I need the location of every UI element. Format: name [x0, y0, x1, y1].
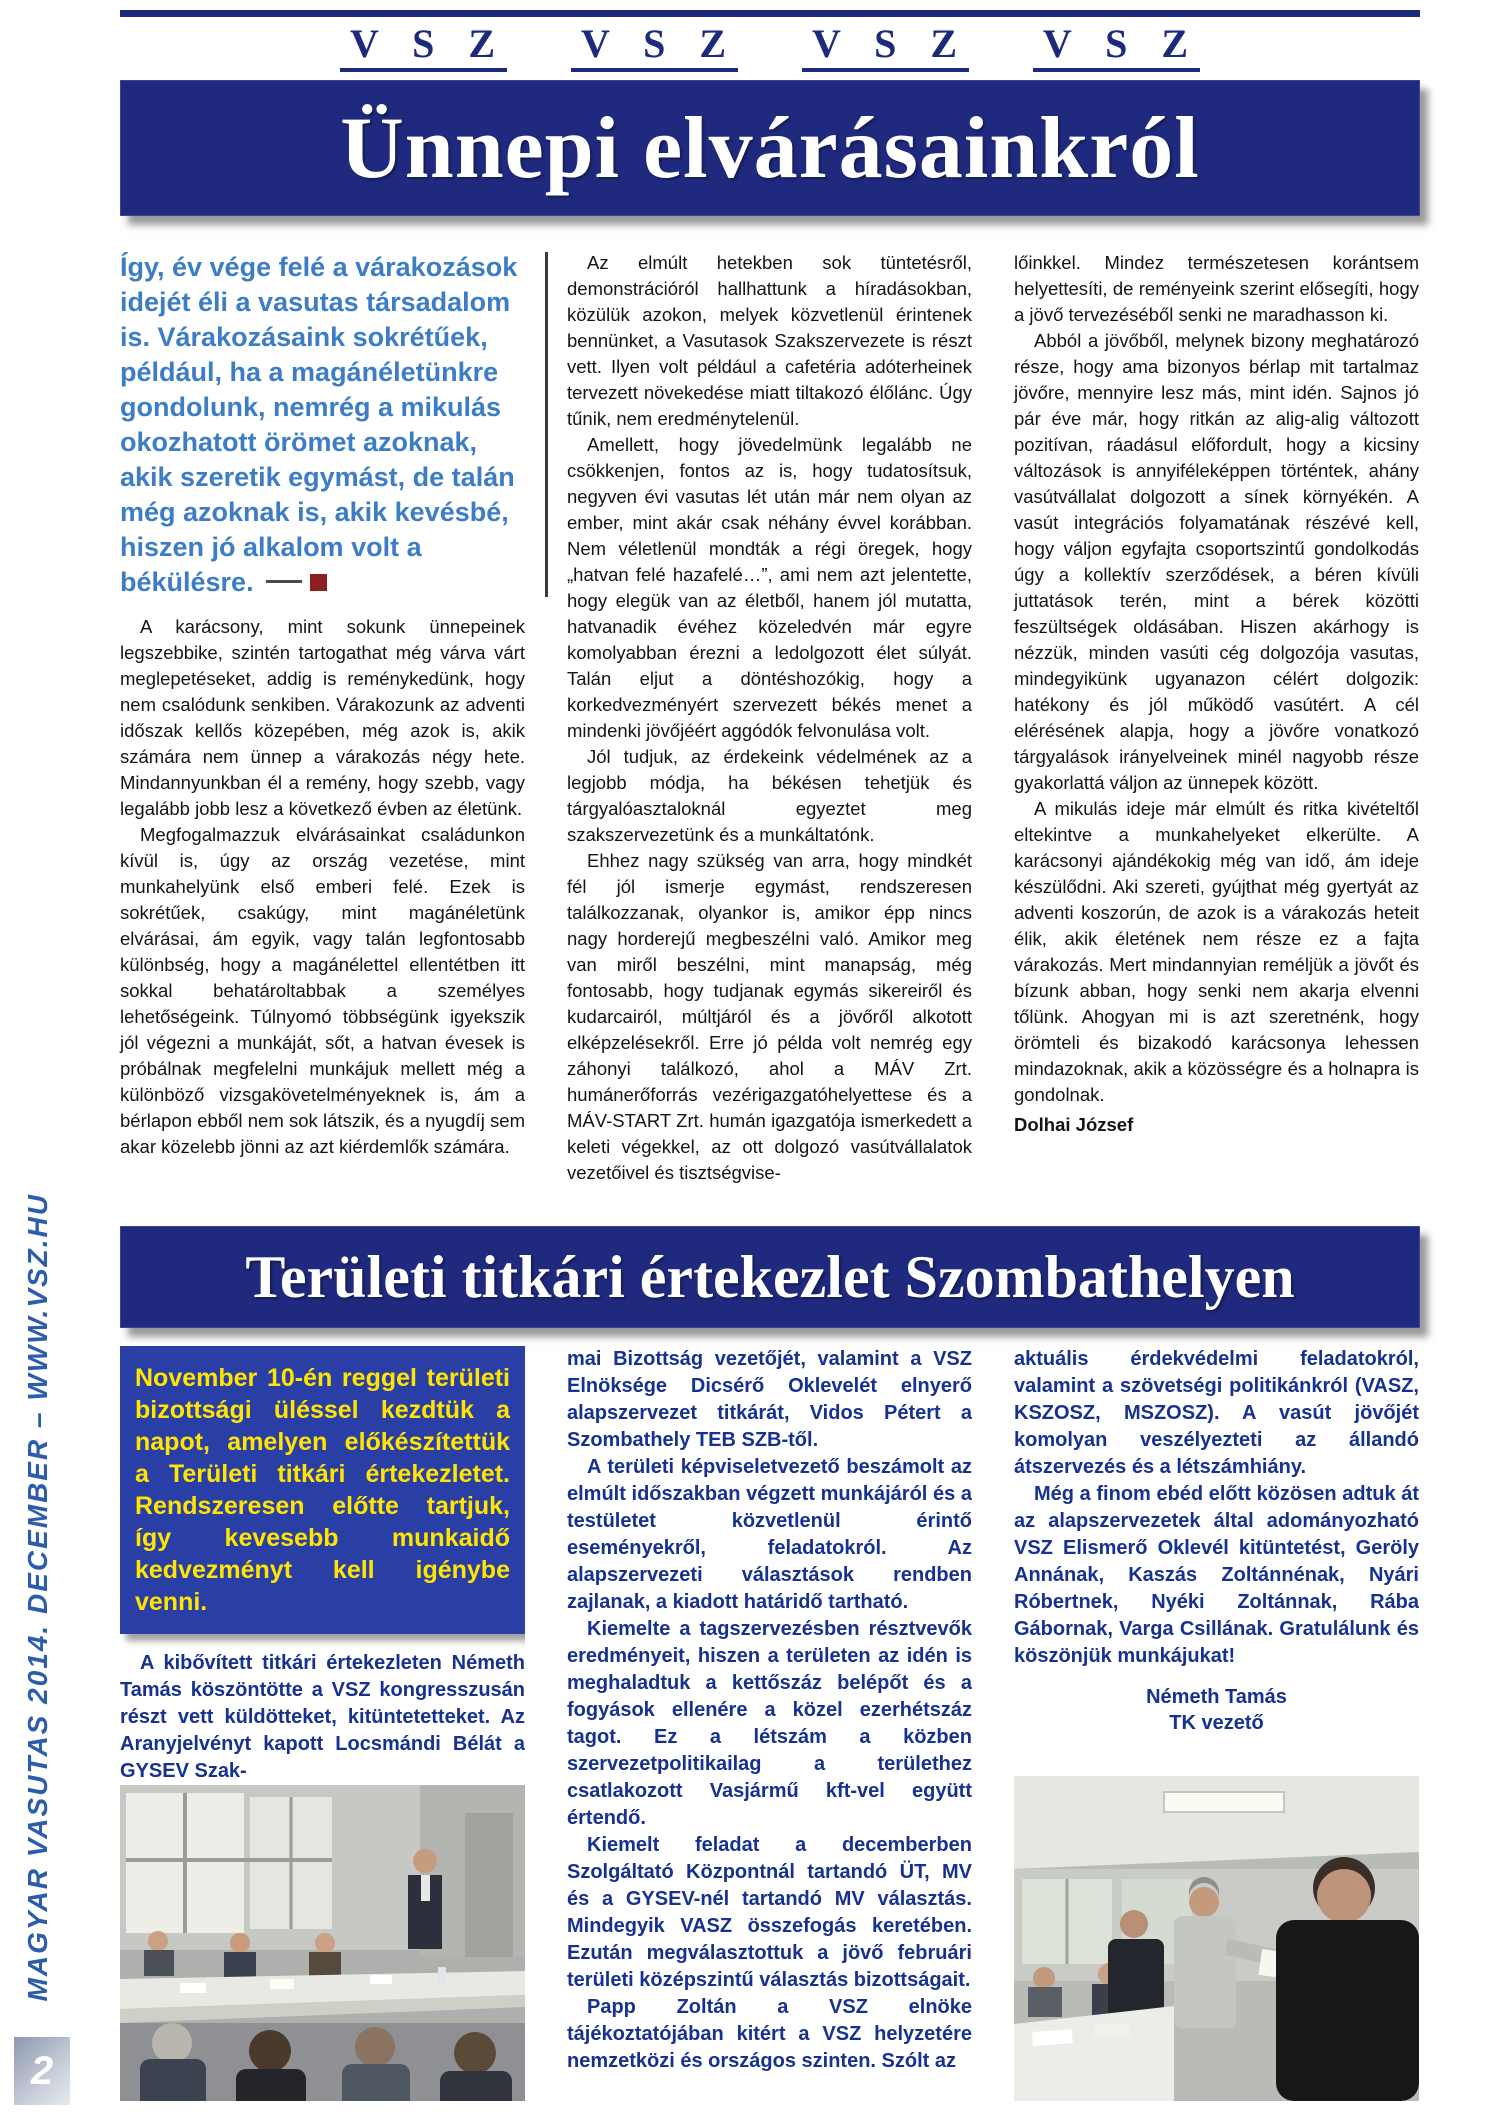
masthead-rule	[120, 10, 1420, 17]
article2-column-3	[1014, 1346, 1419, 2101]
article2-column-1	[120, 1346, 525, 2101]
paragraph: A karácsony, mint sokunk ünnepeinek legszebbike, szintén tartogathat még várva várt meglepetéseket, addig is reménykedünk, hogy nem csalódunk senkiben. Várakozunk az adventi időszak kellős közepében, még azok is, akik számára nem ünnep a várakozás négy hete. Mindannyunkban él a remény, hogy szebb, vagy legalább jobb lesz a következő évben az életünk.	[120, 616, 525, 819]
paragraph: A területi képviseletvezető beszámolt az elmúlt időszakban végzett munkájáról és a testületet közvetlenül érintő eseményekről, feladatokról. Az alapszervezeti választások rendben zajlanak, a kiadott határidő tartható.	[567, 1456, 972, 1613]
paragraph: Papp Zoltán a VSZ elnöke tájékoztatójában kitért a VSZ helyzetére nemzetközi és országos szinten. Szólt az	[567, 1996, 972, 2072]
article1-column-2	[567, 250, 972, 1186]
article2-lead-text: November 10-én reggel területi bizottsági üléssel kezdtük a napot, amelyen előkészítettük a Területi titkári értekezletet. Rendszeresen előtte tartjuk, így kevesebb munkaidő kedvezményt kell igénybe venni.	[135, 1364, 510, 1616]
masthead	[120, 0, 1420, 72]
photo-meeting-room-1	[120, 1785, 525, 2101]
article1	[120, 250, 1420, 1186]
intro-divider-rule	[545, 252, 548, 597]
page-content	[120, 0, 1420, 2101]
paragraph: Amellett, hogy jövedelmünk legalább ne csökkenjen, fontos az is, hogy tudatosítsuk, negyven évi vasutas lét után már nem olyan az ember, mint akár csak néhány évvel korábban. Nem véletlenül mondták a régi öregek, hogy „hatvan felé hazafelé…”, ami nem azt jelentette, hogy elegük van az életből, hanem jól mutatta, hatvanadik évéhez közeledvén már egyre komolyabban érezni a ledolgozott élet súlyát. Talán eljut a döntéshozókig, hogy a korkedvezményért szervezett békés menet a mindenki jövőjéért aggódók felvonulása volt.	[567, 434, 972, 741]
paragraph: Ehhez nagy szükség van arra, hogy mindkét fél jól ismerje egymást, rendszeresen találkozzanak, olyankor is, amikor épp nincs nagy horderejű megbeszélni való. Amikor meg van miről beszélni, mint manapság, még fontosabb, hogy tudjanak egymás sikereiről és kudarcairól, múltjáról és a jövőről alkotott elképzelésekről. Erre jó példa volt nemrég egy záhonyi találkozó, ahol a MÁV Zrt. humánerőforrás vezérigazgatóhelyettese és a MÁV-START Zrt. humán igazgatója ismerkedett a keleti végekkel, az ott dolgozó vasútvállalatok vezetőivel és tisztségvise-	[567, 850, 972, 1183]
vsz-logo: V S Z	[802, 21, 969, 72]
article2-title-banner	[120, 1226, 1420, 1328]
sidebar-magazine-title: MAGYAR VASUTAS 2014. DECEMBER – WWW.VSZ.HU	[22, 1192, 53, 2001]
article2-signature	[1014, 1684, 1419, 1736]
photo-meeting-room-2	[1014, 1776, 1419, 2101]
paragraph: Kiemelte a tagszervezésben résztvevők eredményeit, hiszen a területen az idén is meghaladtuk a kettőszáz belépőt és a fogyások ellenére a közel ezerhétszáz tagot. Ez a létszám a közben szervezetpolitikailag a területhez csatlakozott Vasjármű kft-vel együtt értendő.	[567, 1618, 972, 1829]
photo-meeting-room-1-image	[120, 1785, 525, 2101]
article1-intro-text: Így, év vége felé a várakozások idejét éli a vasutas társadalom is. Várakozásaink sokrétűek, például, ha a magánéletünkre gondolunk, nemrég a mikulás okozhatott örömet azoknak, akik szeretik egymást, de talán még azoknak is, akik kevésbé, hiszen jó alkalom volt a békülésre.	[120, 252, 518, 597]
article1-title-banner	[120, 80, 1420, 216]
article2-signature-title: TK vezető	[1169, 1712, 1264, 1734]
vsz-logo: V S Z	[571, 21, 738, 72]
article2-lead-box	[120, 1346, 525, 1634]
article1-column-3	[1014, 250, 1419, 1186]
vsz-logo: V S Z	[1033, 21, 1200, 72]
page-number-box	[14, 2037, 70, 2105]
article2	[120, 1346, 1420, 2101]
article2-column-2	[567, 1346, 972, 2101]
article2-signature-name: Németh Tamás	[1146, 1686, 1287, 1708]
paragraph: Jól tudjuk, az érdekeink védelmének az a legjobb módja, ha békésen tehetjük és tárgyalóasztaloknál egyeztet meg szakszervezetünk és a munkáltatónk.	[567, 746, 972, 845]
paragraph: aktuális érdekvédelmi feladatokról, valamint a szövetségi politikánkról (VASZ, KSZOSZ, MSZOSZ). A vasút jövőjét komolyan veszélyezteti az állandó átszervezés és a létszámhiány.	[1014, 1348, 1419, 1478]
paragraph: Kiemelt feladat a decemberben Szolgáltató Központnál tartandó ÜT, MV és a GYSEV-nél tartandó MV választás. Mindegyik VASZ összefogás keretében. Ezután megválasztottuk a jövő februári területi középszintű választás bizottságait.	[567, 1834, 972, 1991]
intro-dash	[266, 580, 302, 583]
paragraph: Megfogalmazzuk elvárásainkat családunkon kívül is, úgy az ország vezetése, mint munkahelyünk első emberi felé. Ezek is sokrétűek, csakúgy, mint magánéletünk elvárásai, ám egyik, vagy talán legfontosabb különbség, hogy a magánélettel ellentétben itt sokkal behatároltabbak a személyes lehetőségeink. Túlnyomó többségünk igyekszik jól végezni a munkáját, sőt, a hatvan évesek is próbálnak megfelelni munkájuk mellett még a különböző vizsgakövetelményeknek is, ám a bérlapon ebből nem sok látszik, és a nyugdíj sem akar közelebb jönni az azt kiérdemlők számára.	[120, 824, 525, 1157]
paragraph: lőinkkel. Mindez természetesen korántsem helyettesíti, de reményeink szerint elősegíti, hogy a jövő tervezéséből senki ne maradhasson ki.	[1014, 252, 1419, 325]
left-sidebar	[0, 0, 95, 2121]
paragraph: mai Bizottság vezetőjét, valamint a VSZ Elnöksége Dicsérő Oklevelét elnyerő alapszervezet titkárát, Vidos Pétert a Szombathely TEB SZB-től.	[567, 1348, 972, 1451]
vsz-logo-row	[340, 21, 1200, 72]
paragraph: A mikulás ideje már elmúlt és ritka kivételtől eltekintve a munkahelyeket elkerülte. A karácsonyi ajándékokig még van idő, ám ideje készülődni. Aki szereti, gyújthat még gyertyát az adventi koszorún, de azok is a várakozás heteit élik, akik életének nem része ez a fajta várakozás. Mert mindannyian reméljük a jövőt és bízunk abban, hogy senki nem akarja elvenni tőlünk. Ahogyan mi is azt szeretnénk, hogy örömteli és bizakodó karácsonya lehessen mindazoknak, akik a közösségre és a holnapra is gondolnak.	[1014, 798, 1419, 1105]
end-marker-icon	[310, 574, 327, 591]
photo-meeting-room-2-image	[1014, 1776, 1419, 2101]
article2-title: Területi titkári értekezlet Szombathelyen	[245, 1243, 1295, 1310]
vsz-logo: V S Z	[340, 21, 507, 72]
page-number: 2	[30, 2048, 54, 2093]
article1-title: Ünnepi elvárásainkról	[340, 99, 1200, 197]
paragraph: Abból a jövőből, melynek bizony meghatározó része, hogy ama bizonyos bérlap mit tartalmaz jövőre, mennyire lesz más, mint idén. Sajnos jó pár éve már, hogy ritkán az alig-alig változott pozitívan, ráadásul előfordult, hogy a kicsiny változások is annyiféleképpen történtek, ahány vasútvállalat dolgozott a sínek környékén. A vasút integrációs folyamatának részévé kell, hogy váljon egyfajta csoportszintű gondolkodás úgy a kollektív szerződések, a béren kívüli juttatások terén, mint a bérek közötti feszültségek oldásában. Hiszen akárhogy is nézzük, minden vasúti cég dolgozója vasutas, mindegyikünk ugyanazon célért dolgozik: hatékony és jól működő vasútért. A cél elérésének alapja, hogy a jövőre vonatkozó tárgyalások irányelveinek minél nagyobb része gyakorlattá váljon az ünnepek között.	[1014, 330, 1419, 793]
paragraph: Az elmúlt hetekben sok tüntetésről, demonstrációról hallhattunk a híradásokban, közülük azokon, melyek közvetlenül érintenek bennünket, a Vasutasok Szakszervezete is részt vett. Ilyen volt például a cafetéria adóterheinek tervezett növekedése miatt tiltakozó élőlánc. Úgy tűnik, nem eredménytelenül.	[567, 252, 972, 429]
paragraph: Még a finom ebéd előtt közösen adtuk át az alapszervezetek által adományozható VSZ Elismerő Oklevél kitüntetést, Geröly Annának, Kaszás Zoltánnénak, Nyári Róbertnek, Nyéki Zoltánnak, Rába Gábornak, Varga Csillának. Gratulálunk és köszönjük munkájukat!	[1014, 1483, 1419, 1667]
article1-intro	[120, 250, 525, 600]
paragraph: A kibővített titkári értekezleten Németh Tamás köszöntötte a VSZ kongresszusán részt vett küldötteket, kitüntetetteket. Az Aranyjelvényt kapott Locsmándi Bélát a GYSEV Szak-	[120, 1652, 525, 1782]
article1-signature: Dolhai József	[1014, 1114, 1134, 1135]
article1-column-1	[120, 250, 525, 1186]
